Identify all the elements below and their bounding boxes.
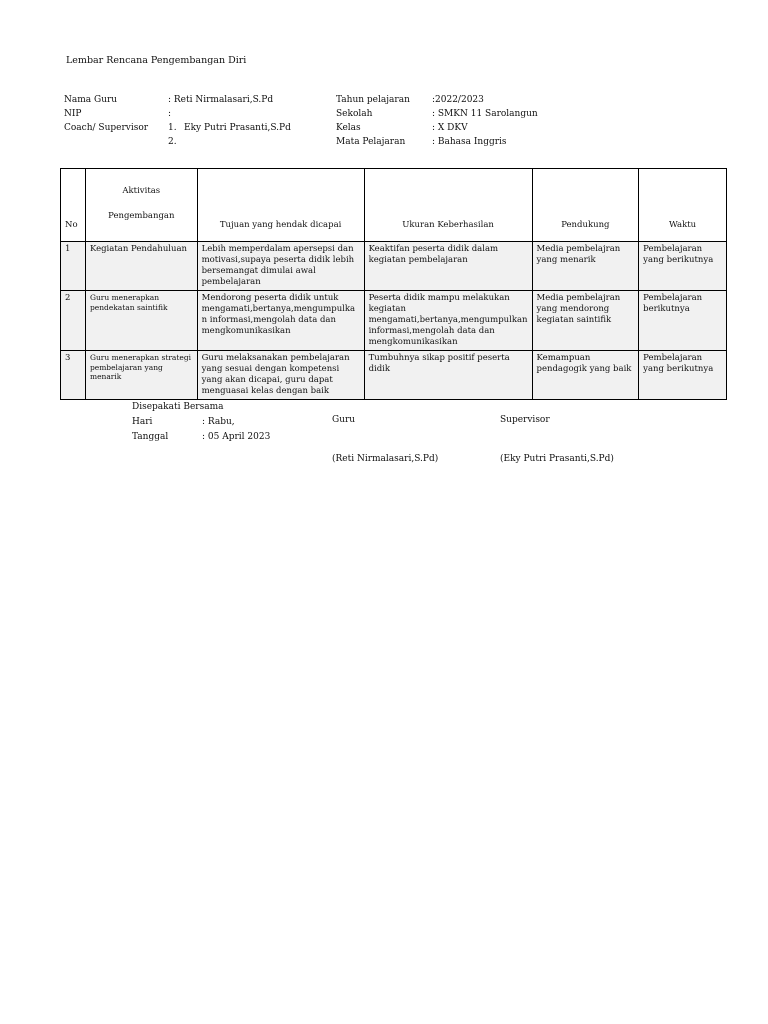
supervisor-signature-name: (Eky Putri Prasanti,S.Pd) [500,454,614,464]
coach-item-number: 2. [168,137,177,147]
cell-waktu: Pembelajaran berikutnya [639,291,727,351]
cell-waktu: Pembelajaran yang berikutnya [639,242,727,291]
header-tujuan: Tujuan yang hendak dicapai [197,169,364,242]
coach-row [64,121,328,149]
cell-tujuan: Guru melaksanakan pembelajaran yang sesuai dengan kompetensi yang akan dicapai, guru dapat menguasai kelas dengan baik [197,351,364,400]
nama-guru-label: Nama Guru [64,95,118,105]
tanggal-label: Tanggal [132,432,169,442]
tanggal-row [132,430,270,445]
supervisor-signature-label: Supervisor [500,415,550,425]
cell-pendukung: Media pembelajran yang menarik [532,242,639,291]
coach-item [168,135,291,149]
header-waktu: Waktu [639,169,727,242]
coach-label: Coach/ Supervisor [64,123,149,133]
cell-no: 2 [61,291,86,351]
header-aktivitas [85,169,197,242]
header-aktivitas-line2: Pengembangan [108,211,175,221]
sekolah-label: Sekolah [336,109,373,119]
cell-aktivitas: Kegiatan Pendahuluan [85,242,197,291]
mapel-row [336,135,538,149]
header-aktivitas-line1: Aktivitas [122,186,161,196]
mapel-label: Mata Pelajaran [336,137,406,147]
tahun-value: :2022/2023 [432,95,484,105]
cell-tujuan: Mendorong peserta didik untuk mengamati,bertanya,mengumpulka n informasi,mengolah data dan mengkomunikasikan [197,291,364,351]
hari-label: Hari [132,417,153,427]
coach-list [168,121,291,149]
coach-item [168,121,291,135]
mapel-value: : Bahasa Inggris [432,137,507,147]
table-header-row [61,169,727,242]
teacher-identity [64,93,328,149]
table-row [61,291,727,351]
cell-pendukung: Kemampuan pendagogik yang baik [532,351,639,400]
document-title: Lembar Rencana Pengembangan Diri [66,55,247,66]
nama-guru-value: : Reti Nirmalasari,S.Pd [168,95,274,105]
nama-guru-row [64,93,328,107]
agreement-heading: Disepakati Bersama [132,402,224,412]
header-ukuran: Ukuran Keberhasilan [364,169,532,242]
kelas-row [336,121,538,135]
kelas-value: : X DKV [432,123,468,133]
guru-signature-name: (Reti Nirmalasari,S.Pd) [332,454,439,464]
agreement-block [132,400,270,445]
hari-row [132,415,270,430]
cell-waktu: Pembelajaran yang berikutnya [639,351,727,400]
cell-no: 3 [61,351,86,400]
cell-ukuran: Peserta didik mampu melakukan kegiatan mengamati,bertanya,mengumpulkan informasi,mengolah data dan mengkomunikasikan [364,291,532,351]
header-no: No [61,169,86,242]
nip-value: : [168,109,172,119]
sekolah-value: : SMKN 11 Sarolangun [432,109,538,119]
cell-ukuran: Tumbuhnya sikap positif peserta didik [364,351,532,400]
table-row [61,351,727,400]
header-pendukung: Pendukung [532,169,639,242]
tahun-label: Tahun pelajaran [336,95,410,105]
cell-tujuan: Lebih memperdalam apersepsi dan motivasi,supaya peserta didik lebih bersemangat dimulai awal pembelajaran [197,242,364,291]
kelas-label: Kelas [336,123,361,133]
development-plan-table [60,168,727,400]
sekolah-row [336,107,538,121]
coach-item-name: Eky Putri Prasanti,S.Pd [184,123,291,133]
tahun-row [336,93,538,107]
tanggal-value: : 05 April 2023 [202,432,271,442]
cell-aktivitas: Guru menerapkan strategi pembelajaran yang menarik [85,351,197,400]
nip-label: NIP [64,109,82,119]
cell-pendukung: Media pembelajran yang mendorong kegiatan saintifik [532,291,639,351]
hari-value: : Rabu, [202,417,235,427]
school-identity [336,93,538,149]
table-row [61,242,727,291]
cell-no: 1 [61,242,86,291]
cell-aktivitas: Guru menerapkan pendekatan saintifik [85,291,197,351]
guru-signature-label: Guru [332,415,356,425]
coach-item-number: 1. [168,123,177,133]
cell-ukuran: Keaktifan peserta didik dalam kegiatan pembelajaran [364,242,532,291]
nip-row [64,107,328,121]
